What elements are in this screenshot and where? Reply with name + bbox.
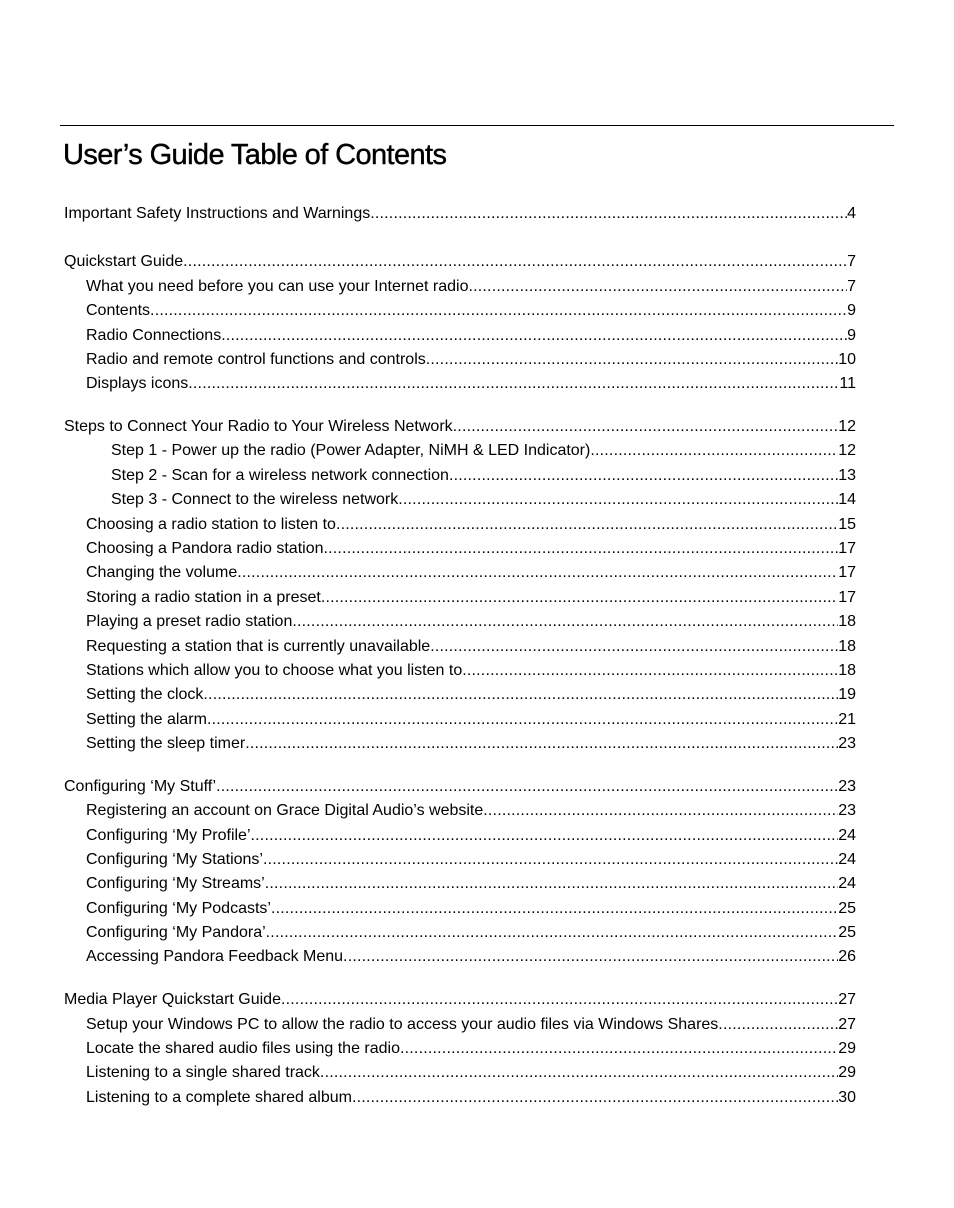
toc-page-number: 15	[838, 516, 856, 533]
toc-entry-label: Quickstart Guide	[64, 253, 184, 270]
toc-entry-my-podcasts[interactable]	[86, 899, 856, 919]
toc-entry-label: Listening to a complete shared album	[86, 1089, 352, 1106]
toc-entry-label: Registering an account on Grace Digital Audio’s website	[86, 802, 484, 819]
dot-leader	[221, 326, 847, 346]
toc-entry-quickstart-guide[interactable]	[64, 252, 856, 272]
toc-entry-configuring-my-stuff[interactable]	[64, 777, 856, 797]
toc-entry-choosing-pandora-station[interactable]	[86, 539, 856, 559]
toc-entry-single-shared-track[interactable]	[86, 1063, 856, 1083]
toc-entry-label: Configuring ‘My Streams’	[86, 875, 265, 892]
toc-page-number: 24	[838, 875, 856, 892]
dot-leader	[216, 777, 838, 797]
toc-page-number: 9	[847, 327, 856, 344]
toc-page-number: 19	[838, 686, 856, 703]
toc-entry-my-streams[interactable]	[86, 874, 856, 894]
dot-leader	[263, 850, 838, 870]
dot-leader	[336, 515, 838, 535]
toc-entry-label: Configuring ‘My Stuff’	[64, 778, 217, 795]
toc-page-number: 18	[838, 613, 856, 630]
toc-entry-label: Choosing a Pandora radio station	[86, 540, 324, 557]
toc-page-number: 25	[838, 924, 856, 941]
toc-entry-step-1[interactable]	[111, 441, 856, 461]
dot-leader	[251, 826, 839, 846]
toc-entry-displays-icons[interactable]	[86, 374, 856, 394]
toc-page-number: 18	[838, 638, 856, 655]
toc-page-number: 9	[847, 302, 856, 319]
toc-page-number: 27	[838, 991, 856, 1008]
toc-page-number: 29	[838, 1064, 856, 1081]
toc-entry-contents[interactable]	[86, 301, 856, 321]
toc-entry-safety-instructions[interactable]	[64, 204, 856, 224]
toc-page-number: 12	[838, 418, 856, 435]
toc-entry-pandora-feedback[interactable]	[86, 947, 856, 967]
toc-entry-label: Playing a preset radio station	[86, 613, 293, 630]
dot-leader	[203, 685, 838, 705]
toc-entry-label: Listening to a single shared track	[86, 1064, 320, 1081]
toc-page-number: 25	[838, 900, 856, 917]
toc-entry-sleep-timer[interactable]	[86, 734, 856, 754]
dot-leader	[265, 874, 838, 894]
toc-page-number: 7	[847, 253, 856, 270]
toc-entry-label: Displays icons	[86, 375, 189, 392]
toc-page-number: 29	[838, 1040, 856, 1057]
toc-entry-label: Configuring ‘My Pandora’	[86, 924, 266, 941]
toc-entry-playing-preset[interactable]	[86, 612, 856, 632]
toc-entry-setting-clock[interactable]	[86, 685, 856, 705]
dot-leader	[370, 204, 847, 224]
toc-page-number: 26	[838, 948, 856, 965]
toc-entry-label: Accessing Pandora Feedback Menu	[86, 948, 344, 965]
dot-leader	[320, 1063, 838, 1083]
toc-page-number: 17	[838, 540, 856, 557]
dot-leader	[207, 710, 838, 730]
dot-leader	[449, 466, 838, 486]
toc-page-number: 14	[838, 491, 856, 508]
toc-page-number: 27	[838, 1016, 856, 1033]
dot-leader	[426, 350, 838, 370]
toc-entry-media-player-quickstart[interactable]	[64, 990, 856, 1010]
toc-page-number: 23	[838, 735, 856, 752]
toc-page-number: 24	[838, 827, 856, 844]
toc-page-number: 21	[838, 711, 856, 728]
toc-entry-label: What you need before you can use your Internet radio	[86, 278, 469, 295]
toc-entry-label: Step 2 - Scan for a wireless network connection	[111, 467, 449, 484]
toc-entry-label: Configuring ‘My Podcasts’	[86, 900, 271, 917]
toc-entry-setting-alarm[interactable]	[86, 710, 856, 730]
dot-leader	[183, 252, 847, 272]
dot-leader	[343, 947, 838, 967]
toc-entry-label: Radio Connections	[86, 327, 222, 344]
toc-entry-requesting-station[interactable]	[86, 637, 856, 657]
dot-leader	[398, 490, 838, 510]
dot-leader	[321, 588, 838, 608]
toc-entry-label: Important Safety Instructions and Warnings	[64, 205, 371, 222]
toc-entry-label: Configuring ‘My Stations’	[86, 851, 263, 868]
toc-page-number: 17	[838, 589, 856, 606]
dot-leader	[718, 1015, 838, 1035]
toc-page-number: 7	[847, 278, 856, 295]
dot-leader	[271, 899, 838, 919]
toc-entry-radio-connections[interactable]	[86, 326, 856, 346]
toc-entry-remote-control-functions[interactable]	[86, 350, 856, 370]
dot-leader	[468, 277, 847, 297]
toc-page-number: 17	[838, 564, 856, 581]
toc-entry-label: Changing the volume	[86, 564, 238, 581]
dot-leader	[237, 563, 838, 583]
dot-leader	[266, 923, 839, 943]
dot-leader	[483, 801, 838, 821]
toc-entry-connect-wireless[interactable]	[64, 417, 856, 437]
toc-page-number: 30	[838, 1089, 856, 1106]
dot-leader	[150, 301, 847, 321]
dot-leader	[324, 539, 839, 559]
toc-page-number: 12	[838, 442, 856, 459]
toc-entry-what-you-need[interactable]	[86, 277, 856, 297]
dot-leader	[281, 990, 838, 1010]
toc-entry-label: Setting the clock	[86, 686, 204, 703]
toc-entry-storing-preset[interactable]	[86, 588, 856, 608]
toc-page-number: 23	[838, 802, 856, 819]
toc-entry-label: Setup your Windows PC to allow the radio to access your audio files via Windows Shares	[86, 1016, 719, 1033]
dot-leader	[453, 417, 839, 437]
dot-leader	[292, 612, 838, 632]
toc-page-number: 13	[838, 467, 856, 484]
toc-entry-label: Requesting a station that is currently unavailable	[86, 638, 431, 655]
toc-entry-label: Steps to Connect Your Radio to Your Wireless Network	[64, 418, 453, 435]
page-title: User’s Guide Table of Contents	[63, 139, 447, 171]
toc-entry-setup-windows-pc[interactable]	[86, 1015, 856, 1035]
dot-leader	[245, 734, 838, 754]
toc-entry-complete-shared-album[interactable]	[86, 1088, 856, 1108]
toc-page-number: 4	[847, 205, 856, 222]
toc-page-number: 11	[839, 375, 856, 392]
toc-entry-label: Choosing a radio station to listen to	[86, 516, 336, 533]
toc-entry-stations-choose[interactable]	[86, 661, 856, 681]
toc-entry-label: Step 3 - Connect to the wireless network	[111, 491, 399, 508]
toc-entry-my-stations[interactable]	[86, 850, 856, 870]
toc-entry-step-2[interactable]	[111, 466, 856, 486]
dot-leader	[400, 1039, 838, 1059]
toc-entry-label: Storing a radio station in a preset	[86, 589, 321, 606]
toc-entry-label: Step 1 - Power up the radio (Power Adapter, NiMH & LED Indicator)	[111, 442, 591, 459]
toc-entry-step-3[interactable]	[111, 490, 856, 510]
toc-entry-label: Radio and remote control functions and controls	[86, 351, 426, 368]
toc-entry-my-pandora[interactable]	[86, 923, 856, 943]
toc-entry-my-profile[interactable]	[86, 826, 856, 846]
toc-entry-label: Configuring ‘My Profile’	[86, 827, 251, 844]
dot-leader	[462, 661, 838, 681]
toc-entry-changing-volume[interactable]	[86, 563, 856, 583]
toc-page-number: 10	[838, 351, 856, 368]
toc-page-number: 23	[838, 778, 856, 795]
dot-leader	[352, 1088, 838, 1108]
toc-entry-choosing-radio-station[interactable]	[86, 515, 856, 535]
dot-leader	[590, 441, 838, 461]
toc-entry-locate-shared-files[interactable]	[86, 1039, 856, 1059]
toc-entry-registering-account[interactable]	[86, 801, 856, 821]
toc-entry-label: Setting the alarm	[86, 711, 207, 728]
dot-leader	[430, 637, 838, 657]
toc-page-number: 24	[838, 851, 856, 868]
toc-entry-label: Setting the sleep timer	[86, 735, 246, 752]
dot-leader	[188, 374, 839, 394]
toc-entry-label: Locate the shared audio files using the radio	[86, 1040, 400, 1057]
toc-page-number: 18	[838, 662, 856, 679]
toc-entry-label: Contents	[86, 302, 151, 319]
toc-entry-label: Media Player Quickstart Guide	[64, 991, 281, 1008]
toc-entry-label: Stations which allow you to choose what you listen to	[86, 662, 463, 679]
